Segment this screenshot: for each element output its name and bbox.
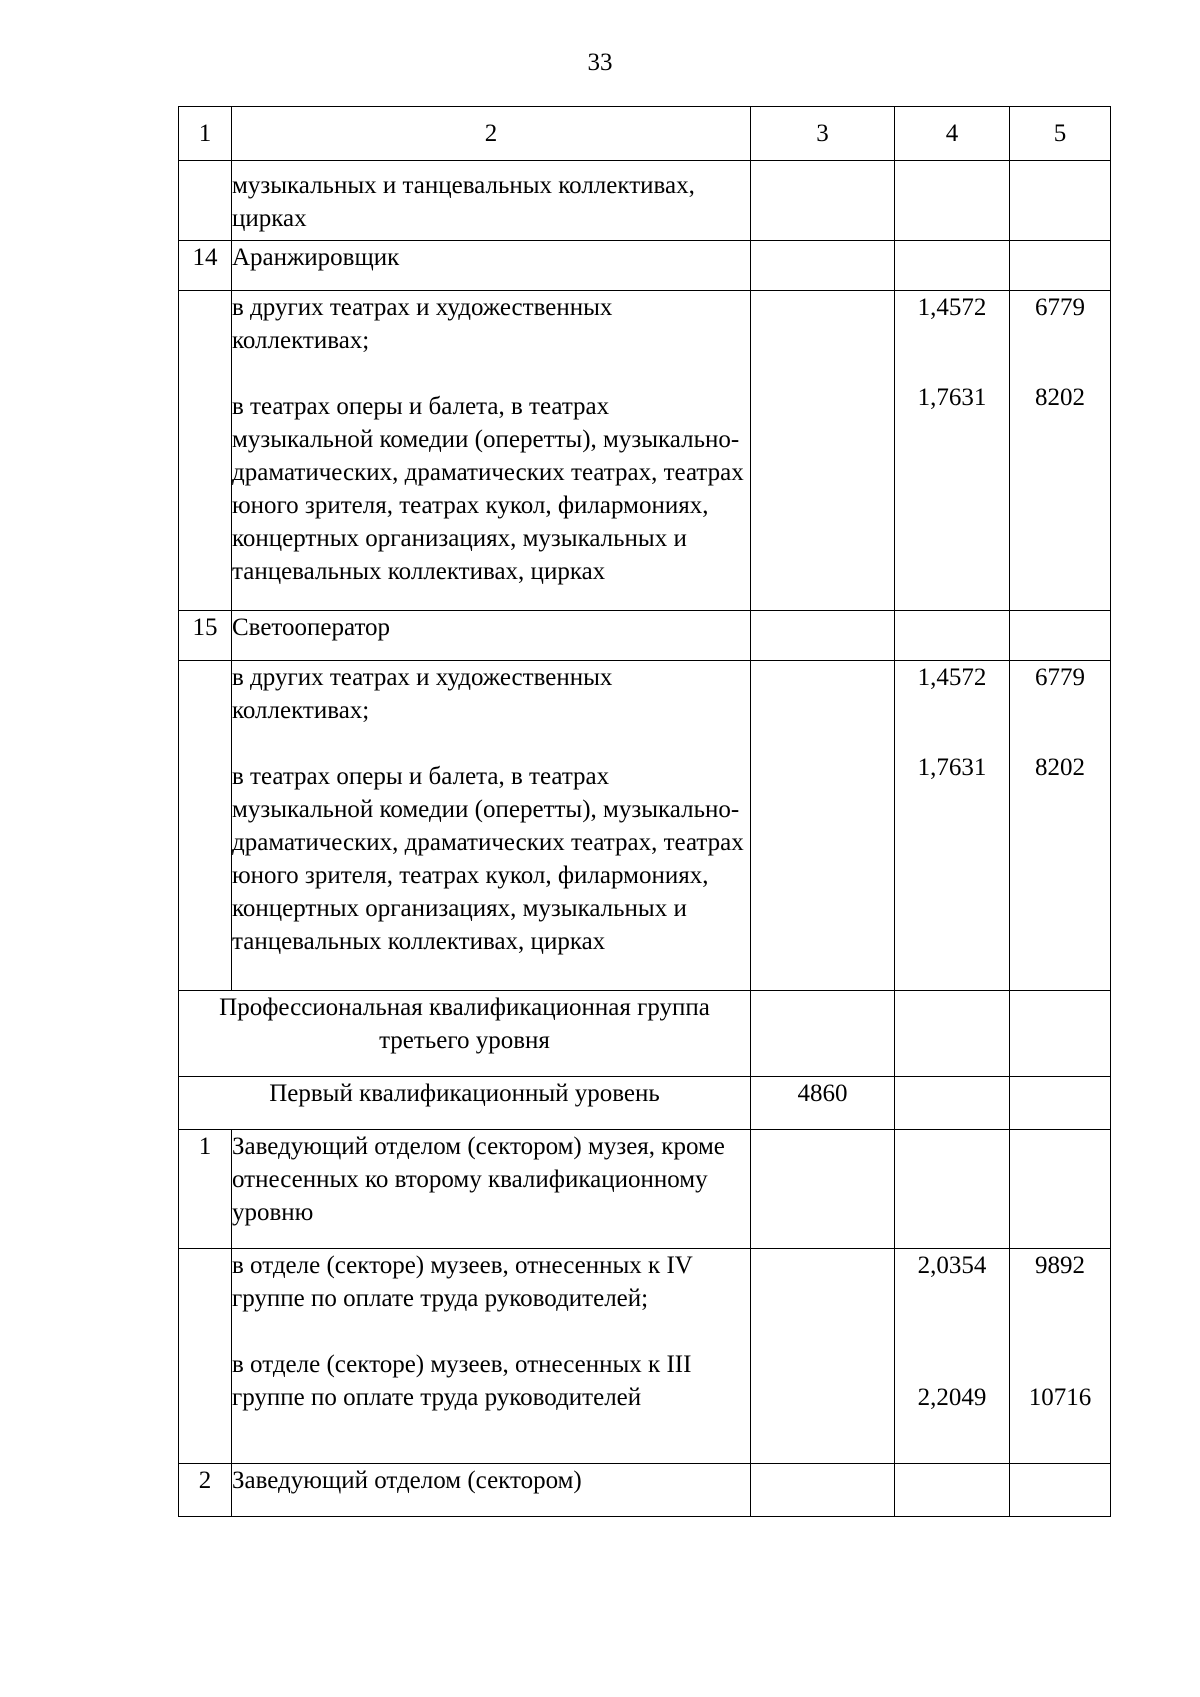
position-title: Заведующий отделом (сектором) музея, кроме отнесенных ко второму квалификационному уровню — [232, 1130, 751, 1249]
table-row — [179, 991, 1111, 1077]
position-text: музыкальных и танцевальных коллективах, цирках — [232, 161, 751, 241]
table-row — [179, 1130, 1111, 1249]
level-heading: Первый квалификационный уровень — [179, 1077, 751, 1130]
col4-cell — [895, 991, 1010, 1077]
position-variants — [232, 1249, 751, 1464]
col5-cell — [1010, 611, 1111, 661]
col3-cell — [751, 161, 895, 241]
col4-cell — [895, 1464, 1010, 1517]
col5-cell — [1010, 1130, 1111, 1249]
salary-cell — [1010, 661, 1111, 991]
row-number: 1 — [179, 1130, 232, 1249]
header-col-2: 2 — [232, 107, 751, 161]
salary-table — [178, 106, 1111, 1517]
variant-text: в театрах оперы и балета, в театрах музыкальной комедии (оперетты), музыкально-драматических, драматических театрах, театрах юного зрителя, театрах кукол, филармониях, концертных организациях, музыкальных и танцевальных коллективах, цирках — [232, 393, 744, 585]
coefficient-cell — [895, 661, 1010, 991]
row-number: 14 — [179, 241, 232, 291]
header-col-3: 3 — [751, 107, 895, 161]
header-col-1: 1 — [179, 107, 232, 161]
variant-text: в отделе (секторе) музеев, отнесенных к III группе по оплате труда руководителей — [232, 1351, 692, 1411]
header-col-4: 4 — [895, 107, 1010, 161]
col4-cell — [895, 161, 1010, 241]
col3-cell — [751, 1130, 895, 1249]
col5-cell — [1010, 161, 1111, 241]
col5-cell — [1010, 1464, 1111, 1517]
coefficient-value: 1,7631 — [917, 384, 987, 411]
col3-cell — [751, 1464, 895, 1517]
table-row — [179, 1464, 1111, 1517]
col5-cell — [1010, 1077, 1111, 1130]
row-number — [179, 291, 232, 611]
position-variants — [232, 291, 751, 611]
row-number: 15 — [179, 611, 232, 661]
coefficient-value: 2,0354 — [917, 1252, 987, 1279]
row-number: 2 — [179, 1464, 232, 1517]
table-row — [179, 161, 1111, 241]
coefficient-cell — [895, 291, 1010, 611]
salary-cell — [1010, 1249, 1111, 1464]
coefficient-value: 1,4572 — [917, 294, 987, 321]
col3-cell — [751, 611, 895, 661]
variant-text: в других театрах и художественных коллективах; — [232, 664, 613, 724]
variant-text: в отделе (секторе) музеев, отнесенных к IV группе по оплате труда руководителей; — [232, 1252, 693, 1312]
table-row — [179, 291, 1111, 611]
row-number — [179, 661, 232, 991]
col3-cell — [751, 291, 895, 611]
position-title: Светооператор — [232, 611, 751, 661]
table-header-row — [179, 107, 1111, 161]
col4-cell — [895, 1077, 1010, 1130]
base-salary-value: 4860 — [751, 1077, 895, 1130]
position-variants — [232, 661, 751, 991]
salary-value: 8202 — [1035, 384, 1085, 411]
table-row — [179, 1249, 1111, 1464]
table-row — [179, 241, 1111, 291]
salary-value: 9892 — [1035, 1252, 1085, 1279]
col3-cell — [751, 1249, 895, 1464]
variant-text: в других театрах и художественных коллективах; — [232, 294, 613, 354]
coefficient-value: 1,7631 — [917, 754, 987, 781]
header-col-5: 5 — [1010, 107, 1111, 161]
row-number — [179, 1249, 232, 1464]
col5-cell — [1010, 241, 1111, 291]
coefficient-cell — [895, 1249, 1010, 1464]
coefficient-value: 1,4572 — [917, 664, 987, 691]
position-title: Заведующий отделом (сектором) — [232, 1464, 751, 1517]
row-number — [179, 161, 232, 241]
coefficient-value: 2,2049 — [917, 1384, 987, 1411]
variant-text: в театрах оперы и балета, в театрах музыкальной комедии (оперетты), музыкально-драматических, драматических театрах, театрах юного зрителя, театрах кукол, филармониях, концертных организациях, музыкальных и танцевальных коллективах, цирках — [232, 763, 744, 955]
col3-cell — [751, 661, 895, 991]
salary-cell — [1010, 291, 1111, 611]
col3-cell — [751, 241, 895, 291]
table-row — [179, 1077, 1111, 1130]
col3-cell — [751, 991, 895, 1077]
position-title: Аранжировщик — [232, 241, 751, 291]
group-heading: Профессиональная квалификационная группа третьего уровня — [179, 991, 751, 1077]
table-row — [179, 611, 1111, 661]
salary-value: 8202 — [1035, 754, 1085, 781]
col4-cell — [895, 241, 1010, 291]
col4-cell — [895, 1130, 1010, 1249]
page-number: 33 — [587, 49, 613, 76]
col5-cell — [1010, 991, 1111, 1077]
salary-value: 10716 — [1028, 1384, 1092, 1411]
salary-value: 6779 — [1035, 294, 1085, 321]
table-row — [179, 661, 1111, 991]
col4-cell — [895, 611, 1010, 661]
salary-value: 6779 — [1035, 664, 1085, 691]
